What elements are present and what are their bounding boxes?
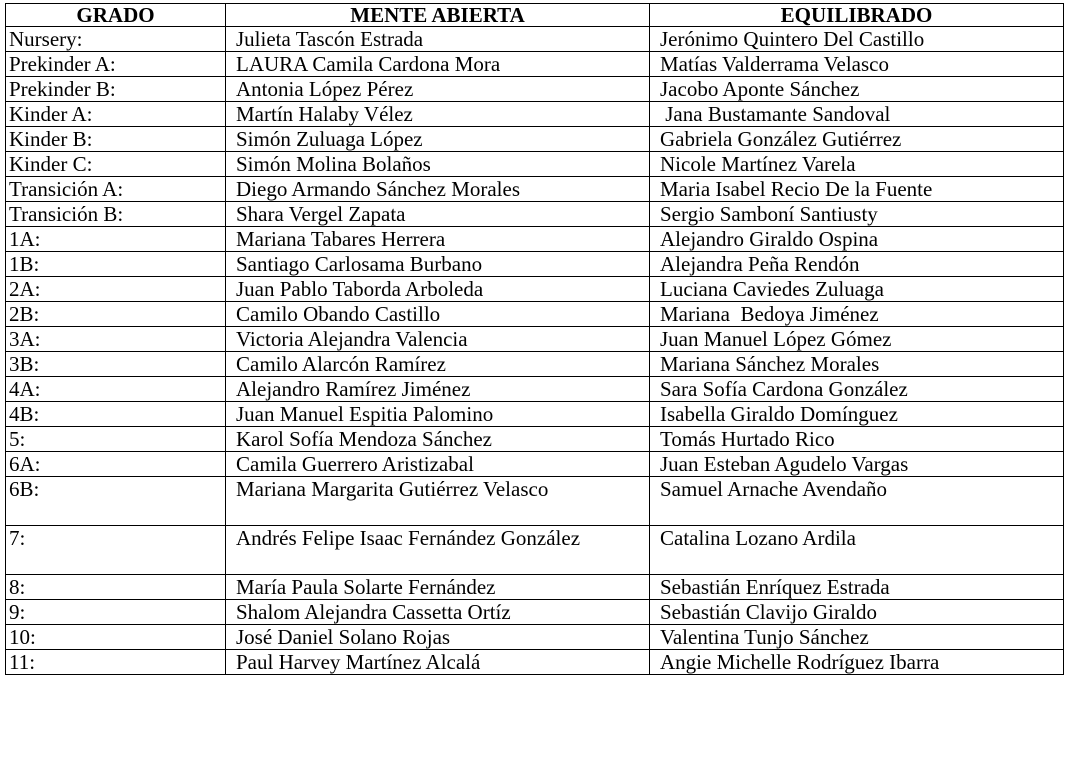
table-row (6, 452, 1064, 477)
table-row (6, 152, 1064, 177)
equilibrado-cell: Mariana Bedoya Jiménez (650, 302, 1064, 327)
grado-cell: Prekinder A: (6, 52, 226, 77)
mente-abierta-cell: Juan Manuel Espitia Palomino (226, 402, 650, 427)
table-row (6, 302, 1064, 327)
table-row (6, 600, 1064, 625)
equilibrado-cell: Jana Bustamante Sandoval (650, 102, 1064, 127)
equilibrado-cell: Matías Valderrama Velasco (650, 52, 1064, 77)
mente-abierta-cell: LAURA Camila Cardona Mora (226, 52, 650, 77)
table-row (6, 27, 1064, 52)
equilibrado-cell: Maria Isabel Recio De la Fuente (650, 177, 1064, 202)
grado-cell: Kinder C: (6, 152, 226, 177)
mente-abierta-cell: Camilo Alarcón Ramírez (226, 352, 650, 377)
equilibrado-cell: Sebastián Clavijo Giraldo (650, 600, 1064, 625)
grado-cell: 3A: (6, 327, 226, 352)
grado-cell: Kinder A: (6, 102, 226, 127)
grado-cell: 10: (6, 625, 226, 650)
header-grado: GRADO (6, 4, 226, 27)
equilibrado-cell: Catalina Lozano Ardila (650, 526, 1064, 575)
equilibrado-cell: Juan Manuel López Gómez (650, 327, 1064, 352)
table-row (6, 327, 1064, 352)
mente-abierta-cell: Martín Halaby Vélez (226, 102, 650, 127)
grado-cell: 6B: (6, 477, 226, 526)
grado-cell: 2A: (6, 277, 226, 302)
table-row (6, 102, 1064, 127)
equilibrado-cell: Angie Michelle Rodríguez Ibarra (650, 650, 1064, 675)
grado-cell: 2B: (6, 302, 226, 327)
mente-abierta-cell: Andrés Felipe Isaac Fernández González (226, 526, 650, 575)
equilibrado-cell: Isabella Giraldo Domínguez (650, 402, 1064, 427)
table-row (6, 277, 1064, 302)
mente-abierta-cell: Mariana Tabares Herrera (226, 227, 650, 252)
equilibrado-cell: Tomás Hurtado Rico (650, 427, 1064, 452)
mente-abierta-cell: Paul Harvey Martínez Alcalá (226, 650, 650, 675)
mente-abierta-cell: Julieta Tascón Estrada (226, 27, 650, 52)
mente-abierta-cell: Mariana Margarita Gutiérrez Velasco (226, 477, 650, 526)
table-row (6, 650, 1064, 675)
table-row (6, 625, 1064, 650)
mente-abierta-cell: Simón Molina Bolaños (226, 152, 650, 177)
header-row (6, 4, 1064, 27)
mente-abierta-cell: Shalom Alejandra Cassetta Ortíz (226, 600, 650, 625)
table-row (6, 177, 1064, 202)
equilibrado-cell: Gabriela González Gutiérrez (650, 127, 1064, 152)
grado-cell: 7: (6, 526, 226, 575)
table-row (6, 127, 1064, 152)
grado-cell: Kinder B: (6, 127, 226, 152)
equilibrado-cell: Jerónimo Quintero Del Castillo (650, 27, 1064, 52)
grado-cell: 1B: (6, 252, 226, 277)
mente-abierta-cell: Simón Zuluaga López (226, 127, 650, 152)
equilibrado-cell: Sebastián Enríquez Estrada (650, 575, 1064, 600)
mente-abierta-cell: Camila Guerrero Aristizabal (226, 452, 650, 477)
grado-cell: Nursery: (6, 27, 226, 52)
equilibrado-cell: Alejandro Giraldo Ospina (650, 227, 1064, 252)
grado-cell: 8: (6, 575, 226, 600)
grado-cell: 3B: (6, 352, 226, 377)
table-row (6, 352, 1064, 377)
mente-abierta-cell: Antonia López Pérez (226, 77, 650, 102)
table-row (6, 526, 1064, 575)
table-row (6, 52, 1064, 77)
grado-cell: 1A: (6, 227, 226, 252)
mente-abierta-cell: María Paula Solarte Fernández (226, 575, 650, 600)
mente-abierta-cell: Diego Armando Sánchez Morales (226, 177, 650, 202)
equilibrado-cell: Sergio Samboní Santiusty (650, 202, 1064, 227)
table-row (6, 252, 1064, 277)
equilibrado-cell: Alejandra Peña Rendón (650, 252, 1064, 277)
equilibrado-cell: Mariana Sánchez Morales (650, 352, 1064, 377)
mente-abierta-cell: Karol Sofía Mendoza Sánchez (226, 427, 650, 452)
mente-abierta-cell: Shara Vergel Zapata (226, 202, 650, 227)
equilibrado-cell: Juan Esteban Agudelo Vargas (650, 452, 1064, 477)
mente-abierta-cell: Camilo Obando Castillo (226, 302, 650, 327)
header-mente-abierta: MENTE ABIERTA (226, 4, 650, 27)
grado-cell: 9: (6, 600, 226, 625)
mente-abierta-cell: Alejandro Ramírez Jiménez (226, 377, 650, 402)
mente-abierta-cell: Juan Pablo Taborda Arboleda (226, 277, 650, 302)
equilibrado-cell: Luciana Caviedes Zuluaga (650, 277, 1064, 302)
table-row (6, 202, 1064, 227)
grado-cell: 11: (6, 650, 226, 675)
awards-table (5, 3, 1064, 675)
grado-cell: Transición B: (6, 202, 226, 227)
grado-cell: Transición A: (6, 177, 226, 202)
table-row (6, 227, 1064, 252)
equilibrado-cell: Sara Sofía Cardona González (650, 377, 1064, 402)
grado-cell: 4B: (6, 402, 226, 427)
equilibrado-cell: Valentina Tunjo Sánchez (650, 625, 1064, 650)
table-row (6, 575, 1064, 600)
table-row (6, 402, 1064, 427)
table-row (6, 427, 1064, 452)
equilibrado-cell: Samuel Arnache Avendaño (650, 477, 1064, 526)
equilibrado-cell: Nicole Martínez Varela (650, 152, 1064, 177)
grado-cell: 5: (6, 427, 226, 452)
header-equilibrado: EQUILIBRADO (650, 4, 1064, 27)
mente-abierta-cell: Victoria Alejandra Valencia (226, 327, 650, 352)
table-row (6, 477, 1064, 526)
grado-cell: 4A: (6, 377, 226, 402)
mente-abierta-cell: Santiago Carlosama Burbano (226, 252, 650, 277)
equilibrado-cell: Jacobo Aponte Sánchez (650, 77, 1064, 102)
table-row (6, 77, 1064, 102)
mente-abierta-cell: José Daniel Solano Rojas (226, 625, 650, 650)
table-row (6, 377, 1064, 402)
grado-cell: Prekinder B: (6, 77, 226, 102)
grado-cell: 6A: (6, 452, 226, 477)
